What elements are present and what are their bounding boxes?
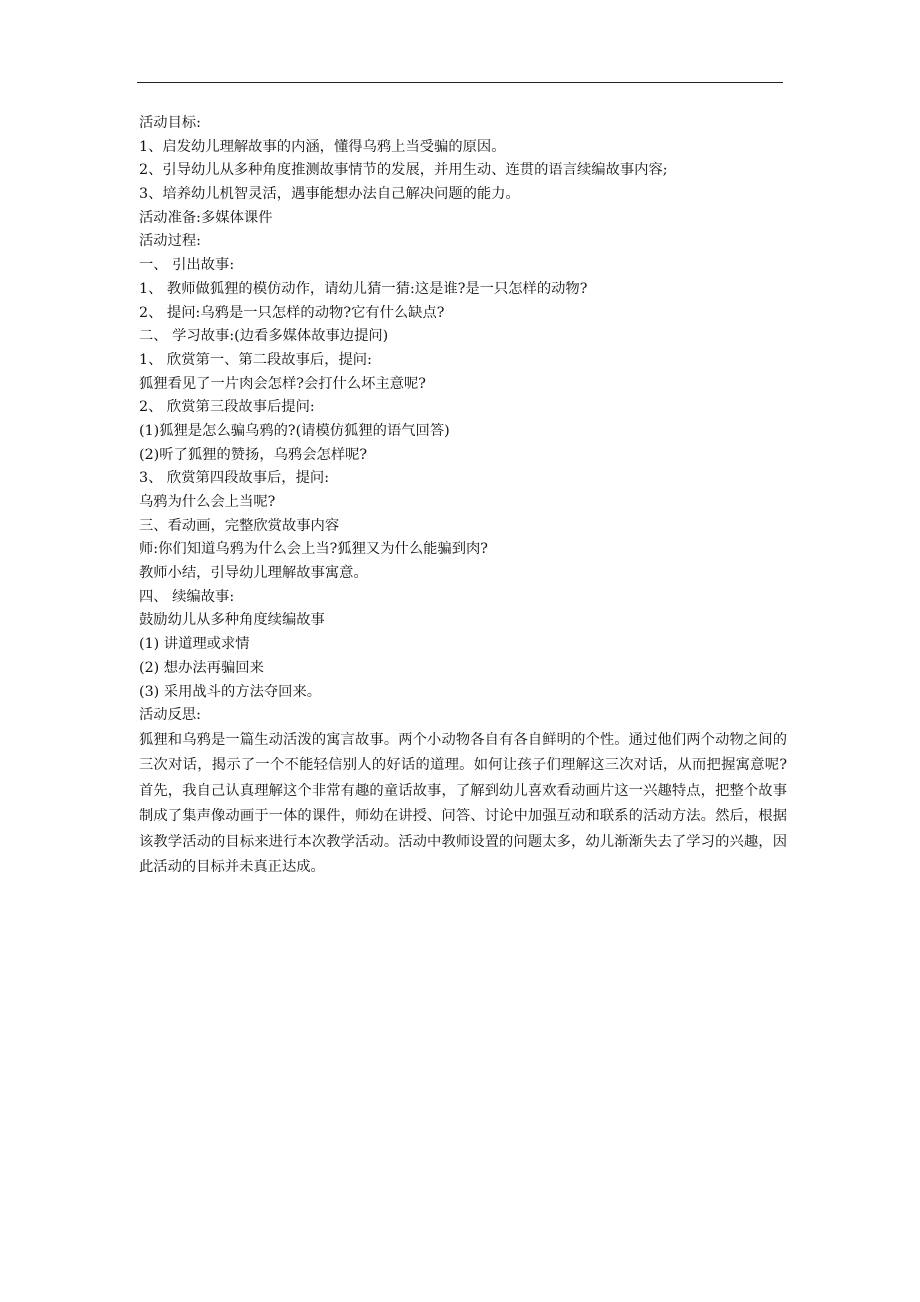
goal-item: 1、启发幼儿理解故事的内涵，懂得乌鸦上当受骗的原因。 [139,138,506,155]
process-heading: 活动过程: [139,233,202,250]
process-item: 2、 欣赏第三段故事后提问: [139,399,315,416]
document-body [139,112,787,881]
process-item: 3、 欣赏第四段故事后，提问: [139,470,330,487]
section-heading: 四、 续编故事: [139,588,235,605]
reflection-heading: 活动反思: [139,707,202,724]
process-item: (3) 采用战斗的方法夺回来。 [139,683,322,700]
process-item: 乌鸦为什么会上当呢? [139,494,276,510]
preparation-line: 活动准备:多媒体课件 [139,209,273,226]
process-item: 2、 提问:乌鸦是一只怎样的动物?它有什么缺点? [139,304,445,321]
process-item: 教师小结，引导幼儿理解故事寓意。 [139,565,368,582]
process-item: 1、 教师做狐狸的模仿动作，请幼儿猜一猜:这是谁?是一只怎样的动物? [139,280,588,297]
section-heading: 一、 引出故事: [139,257,235,274]
process-item: 鼓励幼儿从多种角度续编故事 [139,612,325,629]
process-item: 师:你们知道乌鸦为什么会上当?狐狸又为什么能骗到肉? [139,541,488,558]
process-item: 狐狸看见了一片肉会怎样?会打什么坏主意呢? [139,375,426,392]
process-item: (1) 讲道理或求情 [139,636,250,653]
goal-item: 3、培养幼儿机智灵活，遇事能想办法自己解决问题的能力。 [139,186,520,203]
goals-heading: 活动目标: [139,115,202,131]
section-heading: 二、 学习故事:(边看多媒体故事边提问) [139,328,389,345]
goal-item: 2、引导幼儿从多种角度推测故事情节的发展，并用生动、连贯的语言续编故事内容; [139,162,668,179]
process-item: (1)狐狸是怎么骗乌鸦的?(请模仿狐狸的语气回答) [139,422,450,439]
section-heading: 三、看动画，完整欣赏故事内容 [139,517,340,534]
process-item: (2)听了狐狸的赞扬，乌鸦会怎样呢? [139,446,368,463]
header-rule [137,82,783,83]
process-item: 1、 欣赏第一、第二段故事后，提问: [139,351,372,368]
process-item: (2) 想办法再骗回来 [139,659,264,676]
reflection-paragraph: 狐狸和乌鸦是一篇生动活泼的寓言故事。两个小动物各自有各自鲜明的个性。通过他们两个动物之间的三次对话，揭示了一个不能轻信别人的好话的道理。如何让孩子们理解这三次对话，从而把握寓意呢?首先，我自己认真理解这个非常有趣的童话故事，了解到幼儿喜欢看动画片这一兴趣特点，把整个故事制成了集声像动画于一体的课件，师幼在讲授、问答、讨论中加强互动和联系的活动方法。然后，根据该教学活动的目标来进行本次教学活动。活动中教师设置的问题太多，幼儿渐渐失去了学习的兴趣，因此活动的目标并未真正达成。 [139,731,787,876]
